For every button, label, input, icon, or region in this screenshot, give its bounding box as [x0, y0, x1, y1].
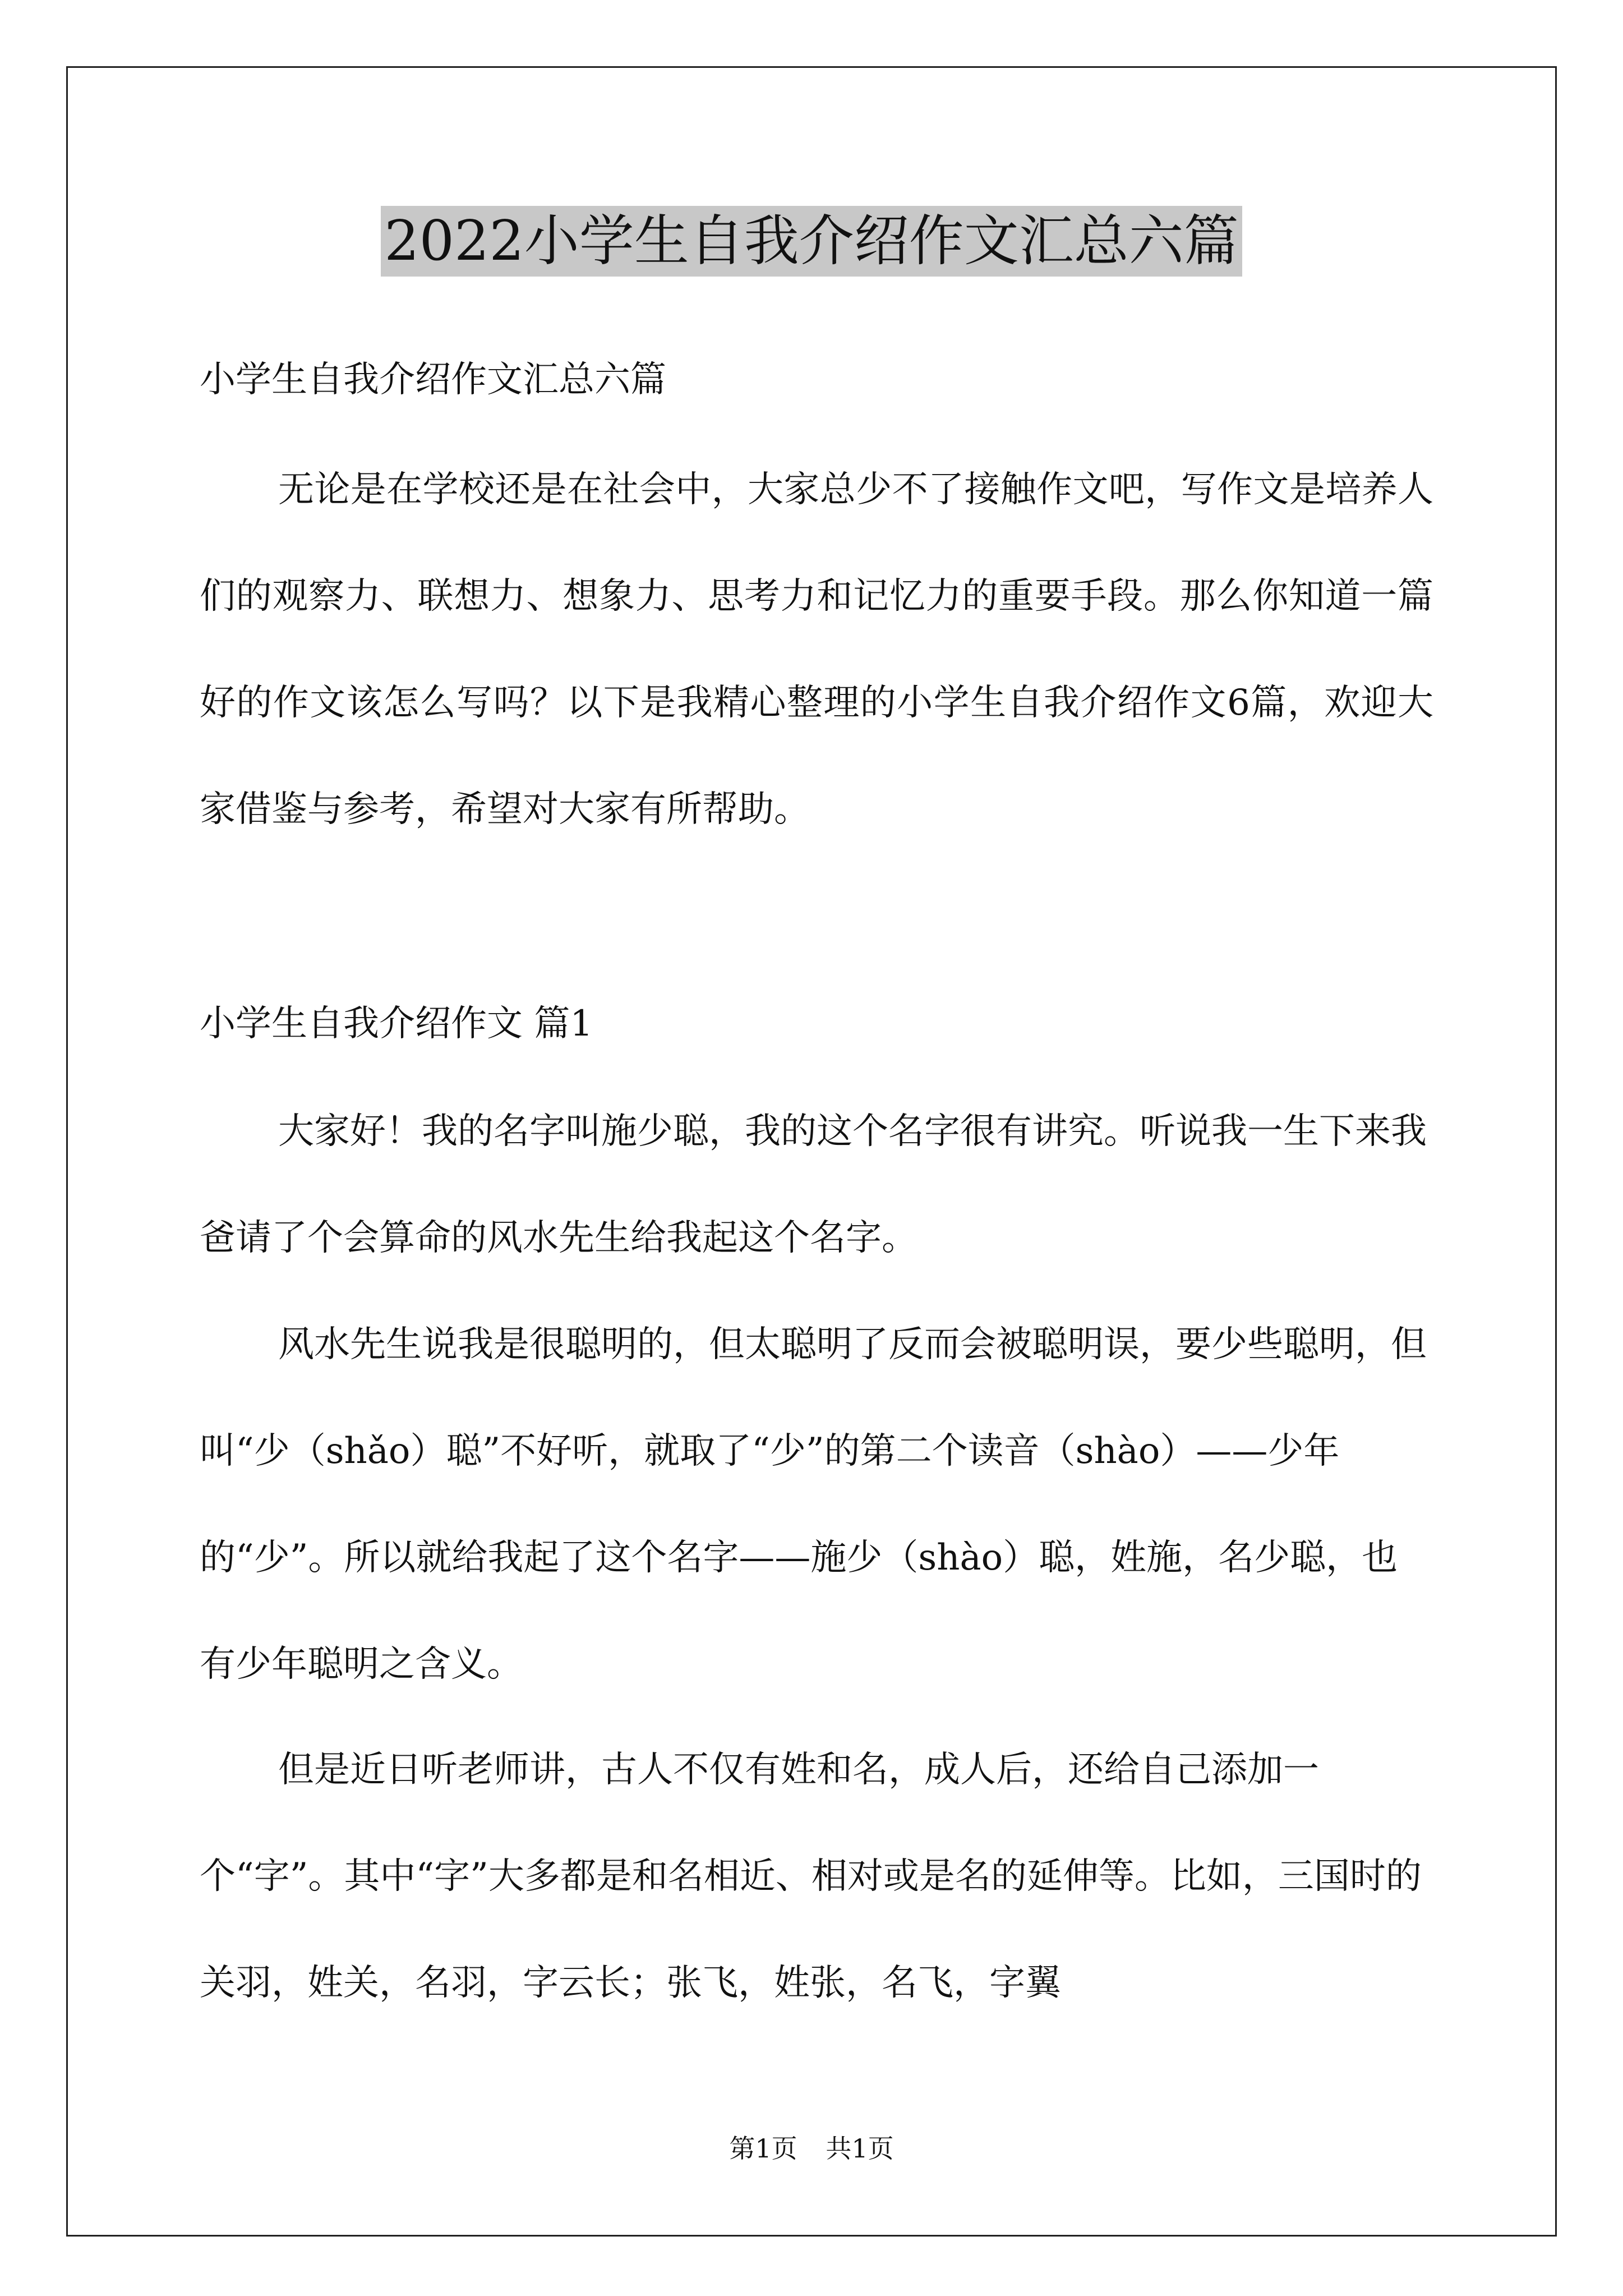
document-title	[0, 205, 1623, 278]
body-paragraph: 风水先生说我是很聪明的，但太聪明了反而会被聪明误，要少些聪明，但叫“少（shǎo）聪”不好听，就取了“少”的第二个读音（shào）——少年的“少”。所以就给我起了这个名字——施少（shào）聪，姓施，名少聪，也有少年聪明之含义。	[200, 1324, 1427, 1685]
document-subheading: 小学生自我介绍作文汇总六篇	[200, 359, 666, 401]
body-paragraph: 大家好！我的名字叫施少聪，我的这个名字很有讲究。听说我一生下来我爸请了个会算命的风水先生给我起这个名字。	[200, 1111, 1427, 1259]
page-number: 第1页	[729, 2133, 797, 2164]
document-title-text: 2022小学生自我介绍作文汇总六篇	[381, 206, 1242, 277]
page-total: 共1页	[826, 2133, 894, 2164]
page-footer	[0, 2132, 1623, 2165]
section-heading: 小学生自我介绍作文 篇1	[200, 1003, 593, 1045]
body-paragraph: 但是近日听老师讲，古人不仅有姓和名，成人后，还给自己添加一个“字”。其中“字”大多都是和名相近、相对或是名的延伸等。比如，三国时的关羽，姓关，名羽，字云长；张飞，姓张，名飞，字翼	[200, 1749, 1422, 2004]
intro-paragraph: 无论是在学校还是在社会中，大家总少不了接触作文吧，写作文是培养人们的观察力、联想力、想象力、思考力和记忆力的重要手段。那么你知道一篇好的作文该怎么写吗？以下是我精心整理的小学生自我介绍作文6篇，欢迎大家借鉴与参考，希望对大家有所帮助。	[200, 469, 1433, 830]
